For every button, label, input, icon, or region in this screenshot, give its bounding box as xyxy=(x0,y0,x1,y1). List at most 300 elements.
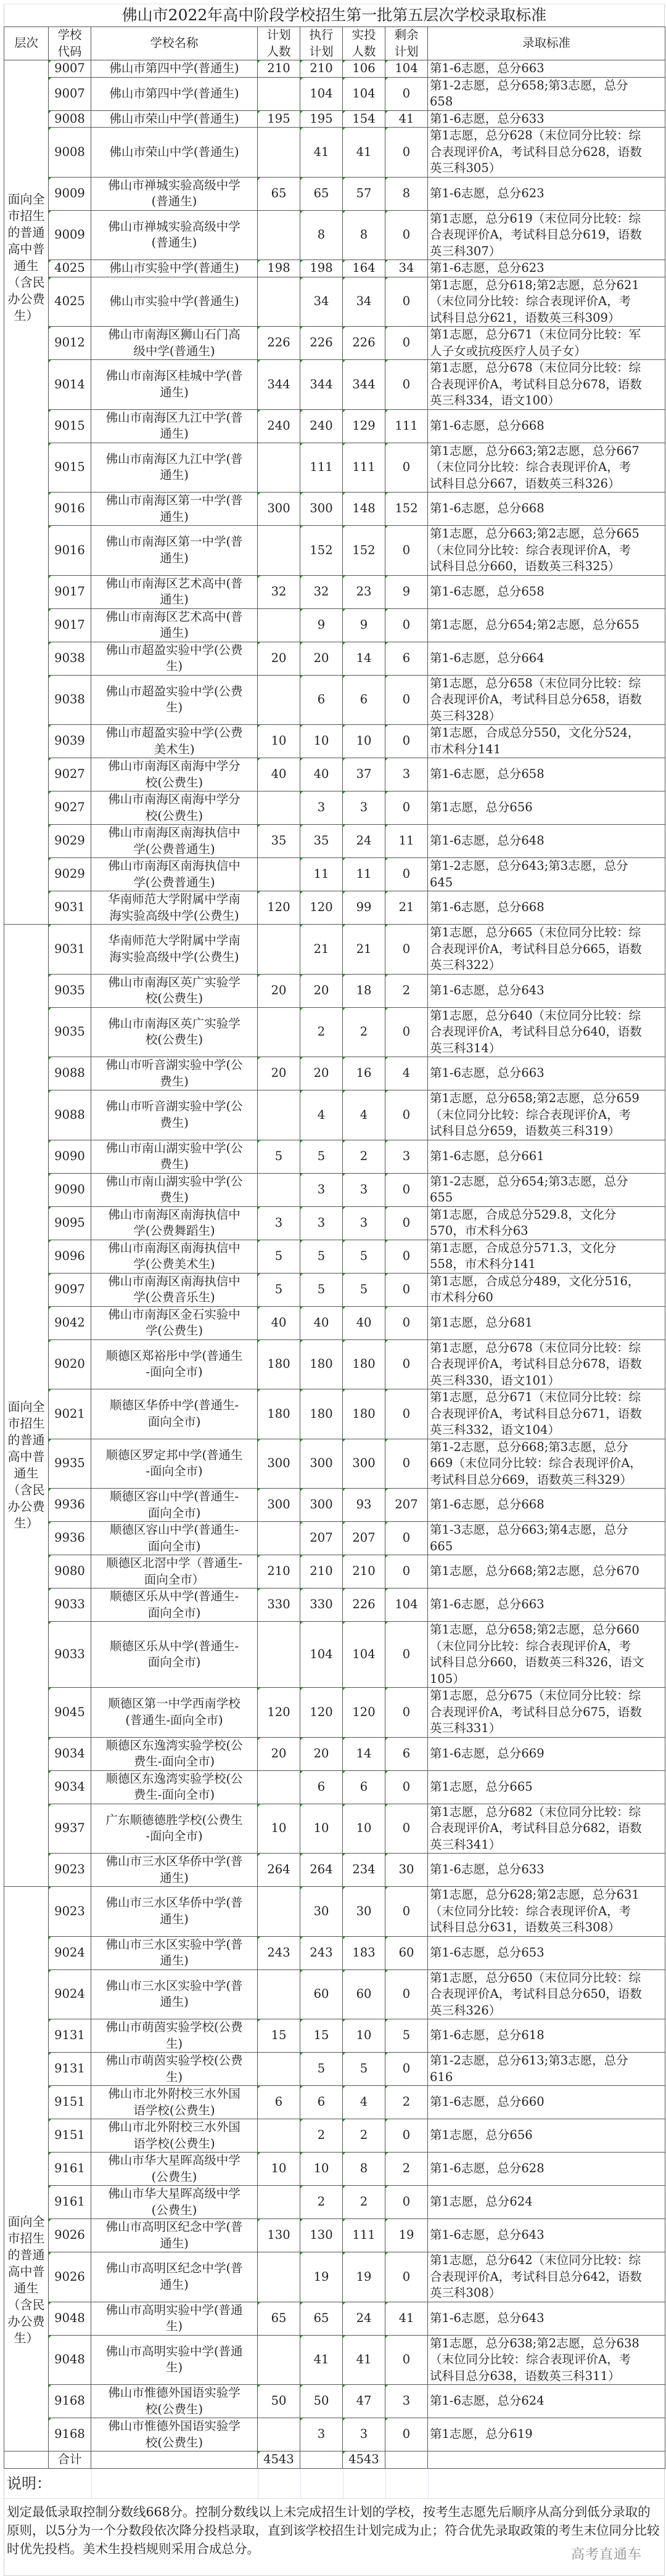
school-name: 华南师范大学附属中学南 海实验高级中学(公费生) xyxy=(91,891,258,925)
plan-count: 40 xyxy=(258,758,300,791)
table-row xyxy=(4,2153,665,2186)
actual-count: 8 xyxy=(343,210,385,260)
exec-plan: 111 xyxy=(300,443,343,493)
school-code: 9034 xyxy=(49,1737,91,1770)
plan-count: 180 xyxy=(258,1339,300,1389)
admission-standard: 第1志愿，总分658（末位同分比较：综 合表现评价A，考试科目总分658，语数 英三科328） xyxy=(428,675,665,725)
admission-standard: 第1-6志愿，总分633 xyxy=(428,1854,665,1887)
table-row xyxy=(4,60,665,78)
plan-count xyxy=(258,791,300,825)
school-name: 佛山市南海区金石实验中 学(公费生) xyxy=(91,1306,258,1339)
admission-standard: 第1志愿，总分675（末位同分比较：综 合表现评价A，考试科目总分675，语数 英三科331） xyxy=(428,1688,665,1738)
admission-standard: 第1志愿，总分619（末位同分比较：综 合表现评价A，考试科目总分619，语数 英三科307） xyxy=(428,210,665,260)
header-name: 学校名称 xyxy=(91,27,258,60)
exec-plan: 240 xyxy=(300,409,343,443)
remaining-plan: 3 xyxy=(385,2385,428,2418)
exec-plan: 300 xyxy=(300,1489,343,1522)
school-code: 9008 xyxy=(49,110,91,128)
plan-count xyxy=(258,675,300,725)
plan-count: 240 xyxy=(258,409,300,443)
admission-standard: 第1志愿，总分624 xyxy=(428,2186,665,2219)
school-name: 佛山市三水区华侨中学(普 通生) xyxy=(91,1887,258,1937)
total-actual: 4543 xyxy=(343,2451,385,2469)
school-name: 华南师范大学附属中学南 海实验高级中学(公费生) xyxy=(91,925,258,975)
admission-standard: 第1-2志愿，总分613;第3志愿，总分 616 xyxy=(428,2053,665,2086)
table-row xyxy=(4,925,665,975)
school-name: 佛山市荣山中学(普通生) xyxy=(91,128,258,178)
school-name: 佛山市荣山中学(普通生) xyxy=(91,110,258,128)
header-plan: 计划 人数 xyxy=(258,27,300,60)
exec-plan: 6 xyxy=(300,675,343,725)
level-label: 面向全 市招生 的普通 高中普 通生 （含民 办公费 生） xyxy=(7,192,45,323)
remaining-plan: 0 xyxy=(385,858,428,891)
table-row xyxy=(4,1522,665,1555)
school-code: 9045 xyxy=(49,1688,91,1738)
table-row xyxy=(4,1555,665,1589)
remaining-plan: 8 xyxy=(385,177,428,210)
exec-plan: 344 xyxy=(300,360,343,410)
school-name: 顺德区第一中学西南学校 (普通生-面向全市) xyxy=(91,1688,258,1738)
remaining-plan: 0 xyxy=(385,360,428,410)
plan-count xyxy=(258,1522,300,1555)
school-name: 佛山市南海区英广实验学 校(公费生) xyxy=(91,1007,258,1057)
plan-count: 65 xyxy=(258,177,300,210)
admission-standard: 第1-6志愿，总分618 xyxy=(428,2019,665,2053)
table-row xyxy=(4,1439,665,1489)
actual-count: 93 xyxy=(343,1489,385,1522)
admission-standard: 第1志愿，总分656 xyxy=(428,2119,665,2153)
plan-count xyxy=(258,1770,300,1804)
header-standard: 录取标准 xyxy=(428,27,665,60)
plan-count xyxy=(258,2186,300,2219)
remaining-plan: 0 xyxy=(385,2252,428,2302)
school-name: 顺德区华侨中学(普通生- 面向全市) xyxy=(91,1389,258,1439)
table-row xyxy=(4,575,665,608)
total-remain xyxy=(385,2451,428,2469)
table-row xyxy=(4,1306,665,1339)
table-body xyxy=(4,60,665,2451)
total-exec xyxy=(300,2451,343,2469)
admission-standard: 第1志愿，总分642（末位同分比较：综 合表现评价A，考试科目总分642，语数 英三科308） xyxy=(428,2252,665,2302)
plan-count: 20 xyxy=(258,974,300,1007)
table-row xyxy=(4,277,665,327)
actual-count: 23 xyxy=(343,575,385,608)
plan-count: 330 xyxy=(258,1589,300,1622)
actual-count: 180 xyxy=(343,1339,385,1389)
table-row xyxy=(4,1936,665,1969)
school-name: 顺德区乐从中学(普通生- 面向全市) xyxy=(91,1589,258,1622)
table-row xyxy=(4,1737,665,1770)
school-name: 佛山市高明区纪念中学(普 通生) xyxy=(91,2219,258,2252)
school-code: 4025 xyxy=(49,260,91,277)
exec-plan: 120 xyxy=(300,891,343,925)
exec-plan: 104 xyxy=(300,77,343,110)
table-row xyxy=(4,2019,665,2053)
actual-count: 37 xyxy=(343,758,385,791)
plan-count: 300 xyxy=(258,1489,300,1522)
level-cell xyxy=(4,1887,49,2451)
remaining-plan: 0 xyxy=(385,1887,428,1937)
school-code: 9151 xyxy=(49,2119,91,2153)
school-code: 4025 xyxy=(49,277,91,327)
exec-plan: 19 xyxy=(300,2252,343,2302)
school-code: 9161 xyxy=(49,2186,91,2219)
remaining-plan: 104 xyxy=(385,1589,428,1622)
remaining-plan: 0 xyxy=(385,526,428,576)
school-name: 佛山市华大星晖高级中学 (公费生) xyxy=(91,2153,258,2186)
remaining-plan: 6 xyxy=(385,642,428,675)
exec-plan: 6 xyxy=(300,1770,343,1804)
remaining-plan: 9 xyxy=(385,575,428,608)
exec-plan: 120 xyxy=(300,1688,343,1738)
exec-plan: 3 xyxy=(300,1173,343,1206)
admission-standard: 第1志愿，总分682（末位同分比较：综 合表现评价A，考试科目总分682，语数 英三科341） xyxy=(428,1804,665,1854)
actual-count: 300 xyxy=(343,1439,385,1489)
plan-count xyxy=(258,1969,300,2019)
table-row xyxy=(4,1589,665,1622)
school-name: 佛山市北外附校三水外国 语学校(公费生) xyxy=(91,2086,258,2119)
actual-count: 226 xyxy=(343,327,385,360)
school-code: 9033 xyxy=(49,1622,91,1688)
school-name: 佛山市超盈实验中学(公费 生) xyxy=(91,642,258,675)
exec-plan: 5 xyxy=(300,1140,343,1173)
total-level-cell xyxy=(4,2451,49,2469)
remaining-plan: 0 xyxy=(385,1389,428,1439)
school-name: 佛山市超盈实验中学(公费 生) xyxy=(91,675,258,725)
watermark: 高考直通车 xyxy=(570,2546,642,2562)
admission-standard: 第1志愿，总分658;第2志愿，总分660 （末位同分比较：综合表现评价A，考 试科目总分660，语数英三科326，语文 105） xyxy=(428,1622,665,1688)
admission-standard: 第1-6志愿，总分663 xyxy=(428,1589,665,1622)
remaining-plan: 0 xyxy=(385,1622,428,1688)
remaining-plan: 0 xyxy=(385,1273,428,1306)
table-row xyxy=(4,77,665,110)
remaining-plan: 41 xyxy=(385,2302,428,2335)
admission-standard: 第1志愿，合成总分489，文化分516， 市术科分60 xyxy=(428,1273,665,1306)
school-name: 佛山市高明实验中学(普通 生) xyxy=(91,2302,258,2335)
table-row xyxy=(4,1887,665,1937)
school-name: 佛山市高明区纪念中学(普 通生) xyxy=(91,2252,258,2302)
header-actual: 实投 人数 xyxy=(343,27,385,60)
school-name: 佛山市华大星晖高级中学 (公费生) xyxy=(91,2186,258,2219)
school-code: 9016 xyxy=(49,493,91,526)
plan-count xyxy=(258,277,300,327)
table-row xyxy=(4,1854,665,1887)
school-name: 广东顺德德胜学校(公费生 -面向全市) xyxy=(91,1804,258,1854)
actual-count: 207 xyxy=(343,1522,385,1555)
admission-standard: 第1志愿，总分628（末位同分比较：综 合表现评价A，考试科目总分628，语数 英三科305） xyxy=(428,128,665,178)
exec-plan: 330 xyxy=(300,1589,343,1622)
notes-body xyxy=(4,2498,665,2576)
school-code: 9015 xyxy=(49,409,91,443)
school-name: 顺德区乐从中学(普通生- 面向全市) xyxy=(91,1622,258,1688)
table-header xyxy=(4,27,665,60)
plan-count: 130 xyxy=(258,2219,300,2252)
plan-count xyxy=(258,925,300,975)
remaining-plan: 0 xyxy=(385,1240,428,1273)
actual-count: 154 xyxy=(343,110,385,128)
exec-plan: 10 xyxy=(300,1804,343,1854)
school-code: 9168 xyxy=(49,2385,91,2418)
table-row xyxy=(4,2385,665,2418)
admission-standard: 第1-2志愿，总分668;第3志愿，总分 669（末位同分比较：综合表现评价A， 考试科目总分669，语数英三科329） xyxy=(428,1439,665,1489)
remaining-plan: 0 xyxy=(385,210,428,260)
school-name: 佛山市南海区第一中学(普 通生) xyxy=(91,493,258,526)
actual-count: 106 xyxy=(343,60,385,78)
school-code: 9029 xyxy=(49,858,91,891)
admission-standard: 第1-6志愿，总分668 xyxy=(428,409,665,443)
remaining-plan: 0 xyxy=(385,725,428,758)
remaining-plan: 3 xyxy=(385,1140,428,1173)
admission-standard: 第1-6志愿，总分658 xyxy=(428,575,665,608)
school-name: 佛山市南海区艺术高中(普 通生) xyxy=(91,575,258,608)
remaining-plan: 21 xyxy=(385,891,428,925)
header-exec: 执行 计划 xyxy=(300,27,343,60)
plan-count xyxy=(258,2418,300,2451)
exec-plan: 243 xyxy=(300,1936,343,1969)
exec-plan: 264 xyxy=(300,1854,343,1887)
school-name: 佛山市南海区第一中学(普 通生) xyxy=(91,526,258,576)
school-name: 佛山市南山湖实验中学(公 费生) xyxy=(91,1140,258,1173)
plan-count: 6 xyxy=(258,2086,300,2119)
remaining-plan: 0 xyxy=(385,1306,428,1339)
admission-standard: 第1志愿，总分663;第2志愿，总分665 （末位同分比较：综合表现评价A，考 试科目总分660，语数英三科325） xyxy=(428,526,665,576)
header-remain: 剩余 计划 xyxy=(385,27,428,60)
school-code: 9023 xyxy=(49,1887,91,1937)
plan-count: 195 xyxy=(258,110,300,128)
actual-count: 5 xyxy=(343,2053,385,2086)
school-name: 佛山市南山湖实验中学(公 费生) xyxy=(91,1173,258,1206)
exec-plan: 50 xyxy=(300,2385,343,2418)
table-row xyxy=(4,1273,665,1306)
school-code: 9027 xyxy=(49,791,91,825)
school-code: 9009 xyxy=(49,177,91,210)
actual-count: 10 xyxy=(343,725,385,758)
school-code: 9012 xyxy=(49,327,91,360)
admission-standard: 第1志愿，合成总分550，文化分524， 市术科分141 xyxy=(428,725,665,758)
actual-count: 34 xyxy=(343,277,385,327)
exec-plan: 15 xyxy=(300,2019,343,2053)
plan-count xyxy=(258,1173,300,1206)
table-row xyxy=(4,260,665,277)
admission-standard: 第1-2志愿，总分658;第3志愿，总分 658 xyxy=(428,77,665,110)
actual-count: 120 xyxy=(343,1688,385,1738)
actual-count: 5 xyxy=(343,1240,385,1273)
exec-plan: 4 xyxy=(300,1090,343,1140)
plan-count xyxy=(258,1090,300,1140)
school-code: 9151 xyxy=(49,2086,91,2119)
table-row xyxy=(4,327,665,360)
remaining-plan: 0 xyxy=(385,791,428,825)
remaining-plan: 0 xyxy=(385,1206,428,1240)
exec-plan: 130 xyxy=(300,2219,343,2252)
table-row xyxy=(4,675,665,725)
actual-count: 3 xyxy=(343,1206,385,1240)
admission-standard: 第1-6志愿，总分643 xyxy=(428,2219,665,2252)
table-row xyxy=(4,758,665,791)
remaining-plan: 6 xyxy=(385,1737,428,1770)
actual-count: 4 xyxy=(343,2086,385,2119)
remaining-plan: 0 xyxy=(385,1770,428,1804)
remaining-plan: 2 xyxy=(385,974,428,1007)
admission-standard: 第1-6志愿，总分660 xyxy=(428,2086,665,2119)
actual-count: 14 xyxy=(343,1737,385,1770)
admission-standard: 第1-2志愿，总分654;第3志愿，总分 655 xyxy=(428,1173,665,1206)
plan-count: 65 xyxy=(258,2302,300,2335)
exec-plan: 152 xyxy=(300,526,343,576)
actual-count: 24 xyxy=(343,2302,385,2335)
grid-line xyxy=(91,2469,92,2498)
plan-count: 40 xyxy=(258,1306,300,1339)
school-code: 9024 xyxy=(49,1969,91,2019)
admission-standard: 第1志愿，总分656 xyxy=(428,791,665,825)
remaining-plan: 0 xyxy=(385,675,428,725)
exec-plan: 34 xyxy=(300,277,343,327)
actual-count: 129 xyxy=(343,409,385,443)
school-code: 9029 xyxy=(49,825,91,858)
school-code: 9131 xyxy=(49,2019,91,2053)
remaining-plan: 0 xyxy=(385,1555,428,1589)
remaining-plan: 2 xyxy=(385,2086,428,2119)
plan-count: 10 xyxy=(258,1804,300,1854)
table-row xyxy=(4,642,665,675)
plan-count xyxy=(258,77,300,110)
school-code: 9008 xyxy=(49,128,91,178)
exec-plan: 210 xyxy=(300,1555,343,1589)
remaining-plan: 0 xyxy=(385,1969,428,2019)
table-row xyxy=(4,1173,665,1206)
plan-count: 5 xyxy=(258,1240,300,1273)
actual-count: 210 xyxy=(343,1555,385,1589)
actual-count: 10 xyxy=(343,1804,385,1854)
plan-count: 300 xyxy=(258,1439,300,1489)
admission-standard: 第1-6志愿，总分643 xyxy=(428,2302,665,2335)
exec-plan: 3 xyxy=(300,1206,343,1240)
actual-count: 2 xyxy=(343,2186,385,2219)
plan-count: 5 xyxy=(258,1273,300,1306)
table-row xyxy=(4,493,665,526)
actual-count: 180 xyxy=(343,1389,385,1439)
school-name: 佛山市南海区桂城中学(普 通生) xyxy=(91,360,258,410)
actual-count: 40 xyxy=(343,1306,385,1339)
actual-count: 57 xyxy=(343,177,385,210)
actual-count: 4 xyxy=(343,1090,385,1140)
remaining-plan: 0 xyxy=(385,443,428,493)
school-name: 佛山市听音湖实验中学(公 费生) xyxy=(91,1090,258,1140)
school-code: 9007 xyxy=(49,77,91,110)
table-row xyxy=(4,210,665,260)
school-name: 佛山市实验中学(普通生) xyxy=(91,277,258,327)
remaining-plan: 34 xyxy=(385,260,428,277)
school-name: 佛山市超盈实验中学(公费 美术生) xyxy=(91,725,258,758)
school-name: 佛山市南海区艺术高中(普 通生) xyxy=(91,608,258,642)
plan-count: 20 xyxy=(258,1057,300,1090)
table-row xyxy=(4,1057,665,1090)
plan-count: 35 xyxy=(258,825,300,858)
school-code: 9095 xyxy=(49,1206,91,1240)
notes-heading-text: 说明： xyxy=(7,2474,51,2492)
plan-count xyxy=(258,2252,300,2302)
notes-text: 划定最低录取控制分数线668分。控制分数线以上未完成招生计划的学校，按考生志愿先后顺序从高分到低分录取的原则，以5分为一个分数段依次降分投档录取，直到该学校招生计划完成为止；符合优先录取政策的考生末位同分比较时优先投档。美术生投档规则采用合成总分。 xyxy=(7,2504,660,2556)
exec-plan: 41 xyxy=(300,128,343,178)
remaining-plan: 60 xyxy=(385,1936,428,1969)
level-label: 面向全 市招生 的普通 高中普 通生 （含民 办公费 生） xyxy=(7,1399,45,1531)
table-row xyxy=(4,526,665,576)
table-row xyxy=(4,974,665,1007)
school-code: 9017 xyxy=(49,575,91,608)
exec-plan: 20 xyxy=(300,642,343,675)
plan-count: 3 xyxy=(258,1206,300,1240)
remaining-plan: 0 xyxy=(385,327,428,360)
admission-standard: 第1志愿，总分658;第2志愿，总分659 （末位同分比较：综合表现评价A，考 试科目总分659，语数英三科319） xyxy=(428,1090,665,1140)
school-name: 佛山市萌茵实验学校(公费 生) xyxy=(91,2053,258,2086)
remaining-plan: 0 xyxy=(385,77,428,110)
exec-plan: 60 xyxy=(300,1969,343,2019)
plan-count: 10 xyxy=(258,2153,300,2186)
exec-plan: 300 xyxy=(300,493,343,526)
admission-standards-sheet xyxy=(4,4,665,2576)
table-row xyxy=(4,2335,665,2385)
school-code: 9038 xyxy=(49,675,91,725)
school-code: 9048 xyxy=(49,2335,91,2385)
actual-count: 148 xyxy=(343,493,385,526)
school-name: 佛山市三水区实验中学(普 通生) xyxy=(91,1936,258,1969)
exec-plan: 5 xyxy=(300,2053,343,2086)
actual-count: 3 xyxy=(343,2418,385,2451)
plan-count: 300 xyxy=(258,493,300,526)
actual-count: 111 xyxy=(343,443,385,493)
plan-count: 10 xyxy=(258,725,300,758)
table-row xyxy=(4,2302,665,2335)
actual-count: 41 xyxy=(343,2335,385,2385)
admission-standard: 第1-6志愿，总分664 xyxy=(428,642,665,675)
admission-standard: 第1-6志愿，总分668 xyxy=(428,493,665,526)
school-code: 9031 xyxy=(49,891,91,925)
remaining-plan: 4 xyxy=(385,1057,428,1090)
plan-count xyxy=(258,443,300,493)
admission-standard: 第1志愿，总分665（末位同分比较：综 合表现评价A，考试科目总分665，语数 英三科322） xyxy=(428,925,665,975)
table-row xyxy=(4,409,665,443)
school-code: 9007 xyxy=(49,60,91,78)
school-code: 9024 xyxy=(49,1936,91,1969)
school-name: 佛山市三水区华侨中学(普 通生) xyxy=(91,1854,258,1887)
table-row xyxy=(4,177,665,210)
remaining-plan: 0 xyxy=(385,1090,428,1140)
actual-count: 11 xyxy=(343,858,385,891)
exec-plan: 180 xyxy=(300,1339,343,1389)
exec-plan: 226 xyxy=(300,327,343,360)
plan-count: 210 xyxy=(258,60,300,78)
school-name: 佛山市南海区南海执信中 学(公费普通生) xyxy=(91,825,258,858)
page-title: 佛山市2022年高中阶段学校招生第一批第五层次学校录取标准 xyxy=(4,4,665,27)
actual-count: 104 xyxy=(343,77,385,110)
school-name: 佛山市南海区南海中学分 校(公费生) xyxy=(91,791,258,825)
school-code: 9031 xyxy=(49,925,91,975)
school-code: 9168 xyxy=(49,2418,91,2451)
school-name: 佛山市萌茵实验学校(公费 生) xyxy=(91,2019,258,2053)
admission-standard: 第1志愿，总分638;第2志愿，总分638 （末位同分比较：综合表现评价A，考 试科目总分638，语数英三科311） xyxy=(428,2335,665,2385)
plan-count xyxy=(258,210,300,260)
table-row xyxy=(4,725,665,758)
plan-count xyxy=(258,2335,300,2385)
grid-line xyxy=(428,2469,429,2498)
school-name: 佛山市南海区狮山石门高 级中学(普通生) xyxy=(91,327,258,360)
school-name: 佛山市南海区南海执信中 学(公费音乐生) xyxy=(91,1273,258,1306)
admission-standard: 第1-6志愿，总分643 xyxy=(428,974,665,1007)
school-name: 佛山市南海区南海中学分 校(公费生) xyxy=(91,758,258,791)
remaining-plan: 0 xyxy=(385,1339,428,1389)
table-row xyxy=(4,825,665,858)
table-row xyxy=(4,1688,665,1738)
